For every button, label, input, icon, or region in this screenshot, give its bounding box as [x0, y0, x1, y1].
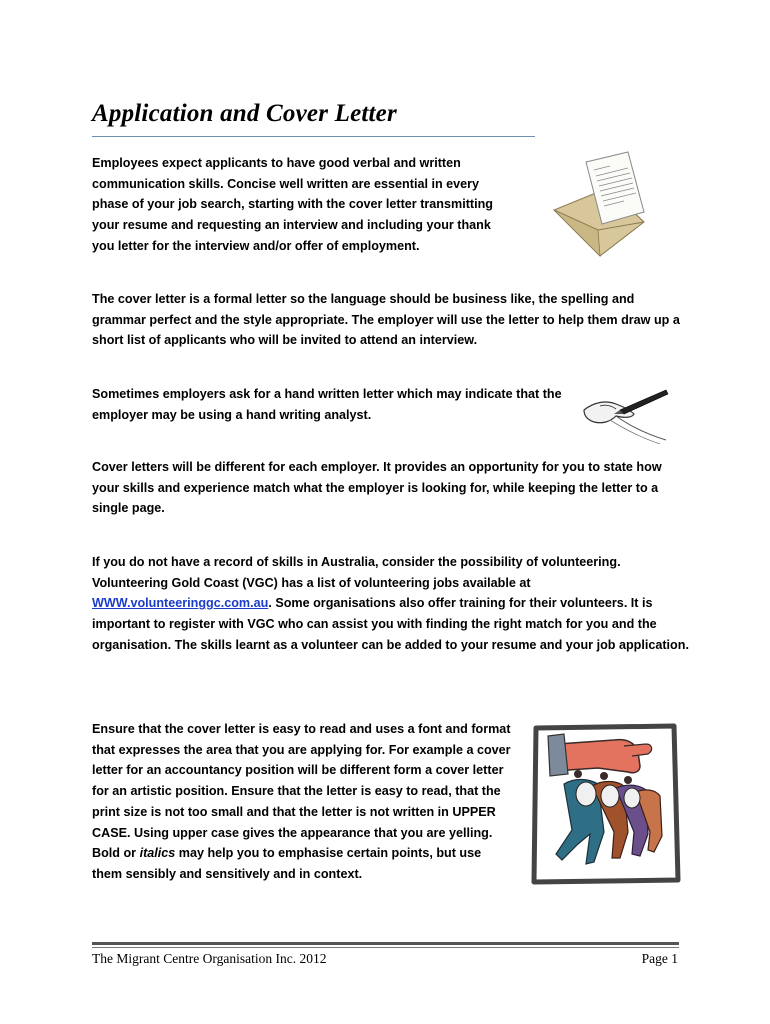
paragraph-readability-text-b: may help you to emphasise certain points, but use them sensibly and sensitively and in context. — [92, 846, 482, 881]
footer-organisation: The Migrant Centre Organisation Inc. 2012 — [92, 951, 327, 966]
paragraph-volunteering-text-a: If you do not have a record of skills in Australia, consider the possibility of volunteering. Volunteering Gold Coast (VGC) has a list of volunteering jobs available at — [92, 555, 621, 590]
page-title: Application and Cover Letter — [92, 100, 397, 127]
pen-icon — [614, 390, 668, 414]
paragraph-readability-text-a: Ensure that the cover letter is easy to read and uses a font and format that expresses the area that you are applying for. For example a cover letter for an accountancy position will be different form a cover letter for an artistic position. Ensure that the letter is easy to read, that the print size is not too small and that the letter is not written in UPPER CASE. Using upper case gives the appearance that you are yelling. Bold or — [92, 722, 511, 861]
paragraph-volunteering-text-b: . Some organisations also offer training for their volunteers. It is important to register with VGC who can assist you with finding the right match for you and the organisation. The skills learnt as a volunteer can be added to your resume and your job application. — [92, 596, 689, 652]
paragraph-formal-letter-text: The cover letter is a formal letter so the language should be business like, the spelling and grammar perfect and the style appropriate. The employer will use the letter to help them draw up a short list of applicants who will be invited to attend an interview. — [92, 292, 680, 348]
paragraph-volunteering — [92, 552, 692, 656]
footer-rule — [92, 942, 679, 945]
paragraph-intro-text: Employees expect applicants to have good verbal and written communication skills. Concise well written are essential in every phase of your job search, starting with the cover letter transmitting your resume and requesting an interview and including your thank you letter for the interview and/or offer of employment. — [92, 156, 493, 253]
footer-page-number: Page 1 — [641, 951, 678, 966]
paragraph-intro — [92, 153, 512, 257]
paragraph-hand-written-text: Sometimes employers ask for a hand written letter which may indicate that the employer may be using a hand writing analyst. — [92, 387, 562, 422]
paragraph-different-employers-text: Cover letters will be different for each employer. It provides an opportunity for you to state how your skills and experience match what the employer is looking for, while keeping the letter to a single page. — [92, 460, 662, 516]
hand-pen-illustration — [580, 382, 670, 444]
letter-envelope-illustration — [548, 148, 648, 260]
title-underline — [92, 136, 535, 137]
volunteering-link[interactable]: WWW.volunteeringgc.com.au — [92, 596, 269, 611]
paragraph-readability — [92, 719, 512, 885]
italics-word: italics — [139, 846, 176, 861]
paragraph-different-employers — [92, 457, 672, 519]
footer-rule-thin — [92, 947, 679, 948]
hand-holding-people-illustration — [528, 722, 682, 886]
paragraph-hand-written — [92, 384, 562, 425]
paragraph-formal-letter — [92, 289, 682, 351]
